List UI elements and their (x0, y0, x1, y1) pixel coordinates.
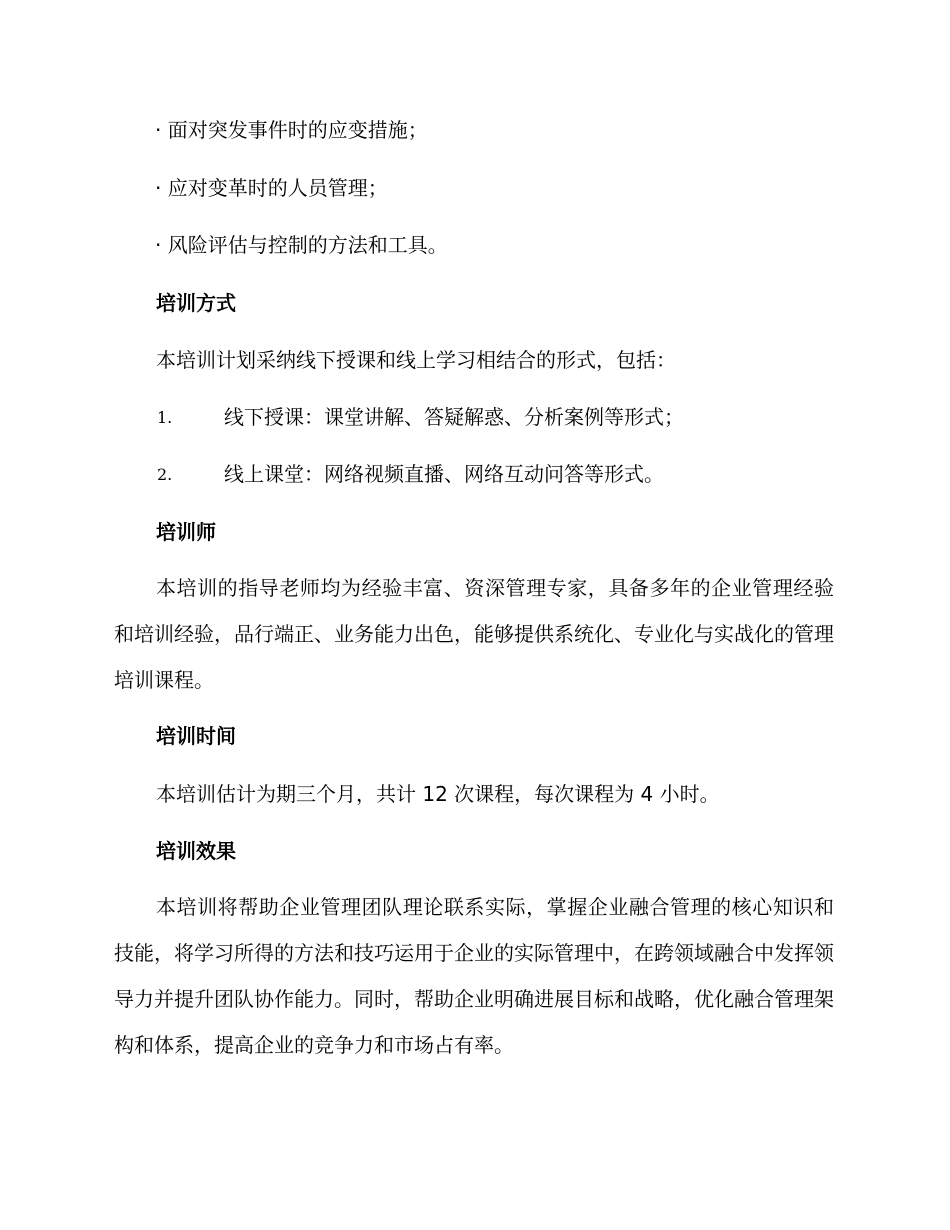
method-intro: 本培训计划采纳线下授课和线上学习相结合的形式，包括： (156, 348, 676, 372)
section-heading-method: 培训方式 (156, 291, 236, 315)
section-heading-trainer: 培训师 (156, 520, 216, 544)
bullet-item: · 面对突发事件时的应变措施； (155, 118, 428, 142)
bullet-item: · 风险评估与控制的方法和工具。 (155, 233, 448, 257)
trainer-paragraph: 本培训的指导老师均为经验丰富、资深管理专家，具备多年的企业管理经验和培训经验，品行端正、业务能力出色，能够提供系统化、专业化与实战化的管理培训课程。 (114, 576, 834, 692)
list-number: 1. (157, 408, 173, 427)
list-number: 2. (157, 465, 173, 484)
list-item-text: 线下授课：课堂讲解、答疑解惑、分析案例等形式； (224, 405, 684, 429)
bullet-item: · 应对变革时的人员管理； (155, 176, 388, 200)
list-item-text: 线上课堂：网络视频直播、网络互动问答等形式。 (224, 462, 664, 486)
section-heading-effect: 培训效果 (156, 839, 236, 863)
time-paragraph: 本培训估计为期三个月，共计 12 次课程，每次课程为 4 小时。 (156, 782, 720, 806)
section-heading-time: 培训时间 (156, 724, 236, 748)
effect-paragraph: 本培训将帮助企业管理团队理论联系实际，掌握企业融合管理的核心知识和技能，将学习所得的方法和技巧运用于企业的实际管理中，在跨领域融合中发挥领导力并提升团队协作能力。同时，帮助企业明确进展目标和战略，优化融合管理架构和体系，提高企业的竞争力和市场占有率。 (114, 895, 834, 1057)
